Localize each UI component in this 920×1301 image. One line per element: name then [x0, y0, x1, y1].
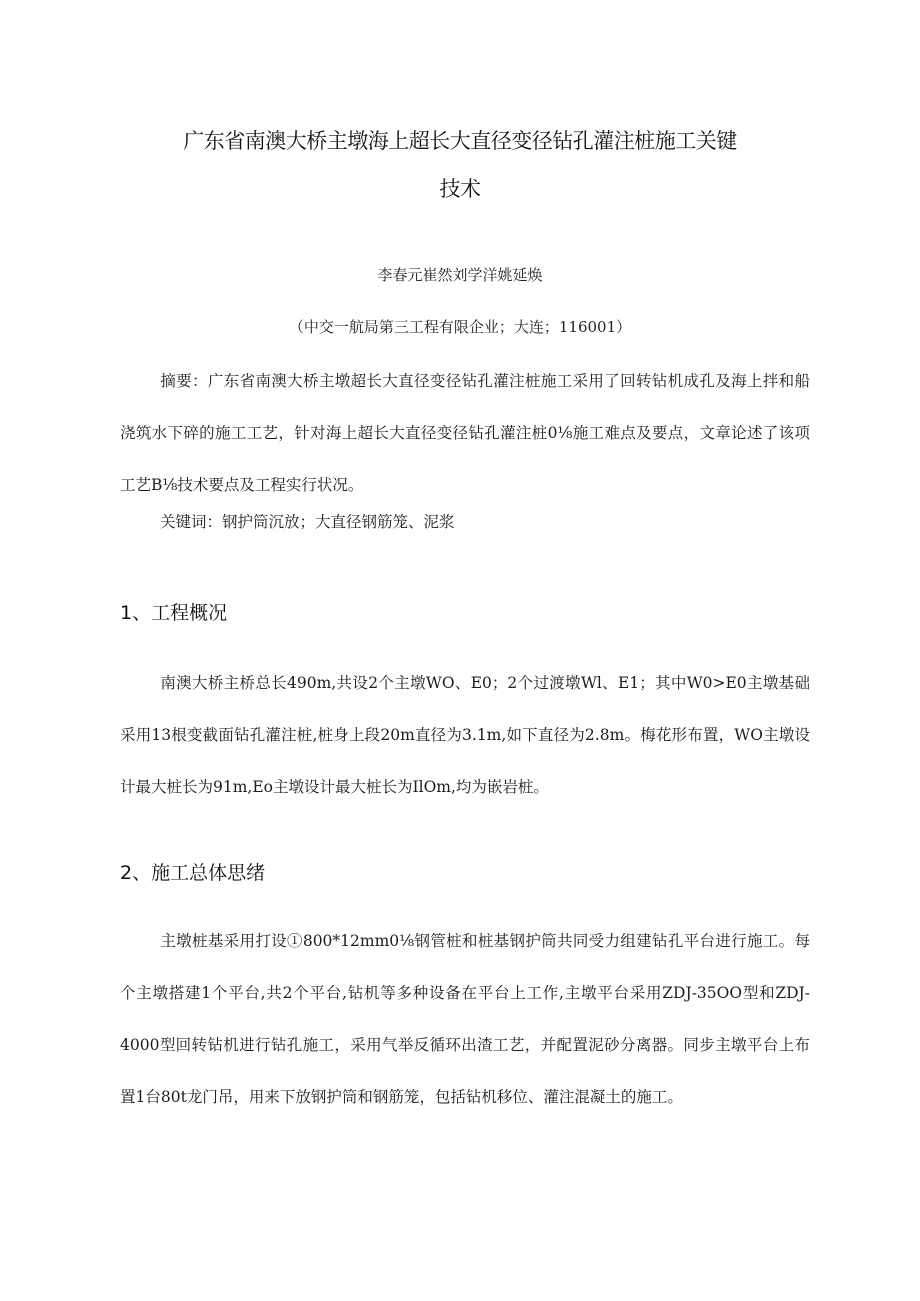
authors: 李春元崔然刘学洋姚延焕: [377, 266, 543, 284]
section-2-text: 主墩桩基采用打设①800*12mm0⅛钢管桩和桩基钢护筒共同受力组建钻孔平台进行施工。每个主墩搭建1个平台,共2个平台,钻机等多种设备在平台上工作,主墩平台采用ZDJ-35OO型和ZDJ-4000型回转钻机进行钻孔施工，采用气举反循环出渣工艺，并配置泥砂分离器。同步主墩平台上布置1台80t龙门吊，用来下放钢护筒和钢筋笼，包括钻机移位、灌注混凝土的施工。: [120, 932, 810, 1106]
keywords-text: 关键词：钢护筒沉放；大直径钢筋笼、泥浆: [160, 513, 455, 531]
section-1-paragraph: [120, 657, 810, 813]
title-line-2: 技术: [439, 177, 481, 201]
abstract-paragraph: [120, 355, 810, 511]
abstract-text: 摘要：广东省南澳大桥主墩超长大直径变径钻孔灌注桩施工采用了回转钻机成孔及海上拌和船浇筑水下碎的施工工艺，针对海上超长大直径变径钻孔灌注桩0⅛施工难点及要点，文章论述了该项工艺B⅛技术要点及工程实行状况。: [120, 372, 810, 494]
keywords-paragraph: [120, 496, 810, 548]
affiliation: （中交一航局第三工程有限企业；大连；116001）: [288, 318, 632, 336]
section-2-heading: 2、施工总体思绪: [120, 862, 266, 884]
title-line-1: 广东省南澳大桥主墩海上超长大直径变径钻孔灌注桩施工关键: [183, 129, 737, 153]
section-2-paragraph: [120, 915, 810, 1123]
section-1-heading: 1、工程概况: [120, 602, 228, 624]
section-1-text: 南澳大桥主桥总长490m,共设2个主墩WO、E0；2个过渡墩Wl、E1；其中W0>E0主墩基础采用13根变截面钻孔灌注桩,桩身上段20m直径为3.1m,如下直径为2.8m。梅花形布置，WO主墩设计最大桩长为91m,Eo主墩设计最大桩长为IlOm,均为嵌岩桩。: [120, 674, 810, 796]
